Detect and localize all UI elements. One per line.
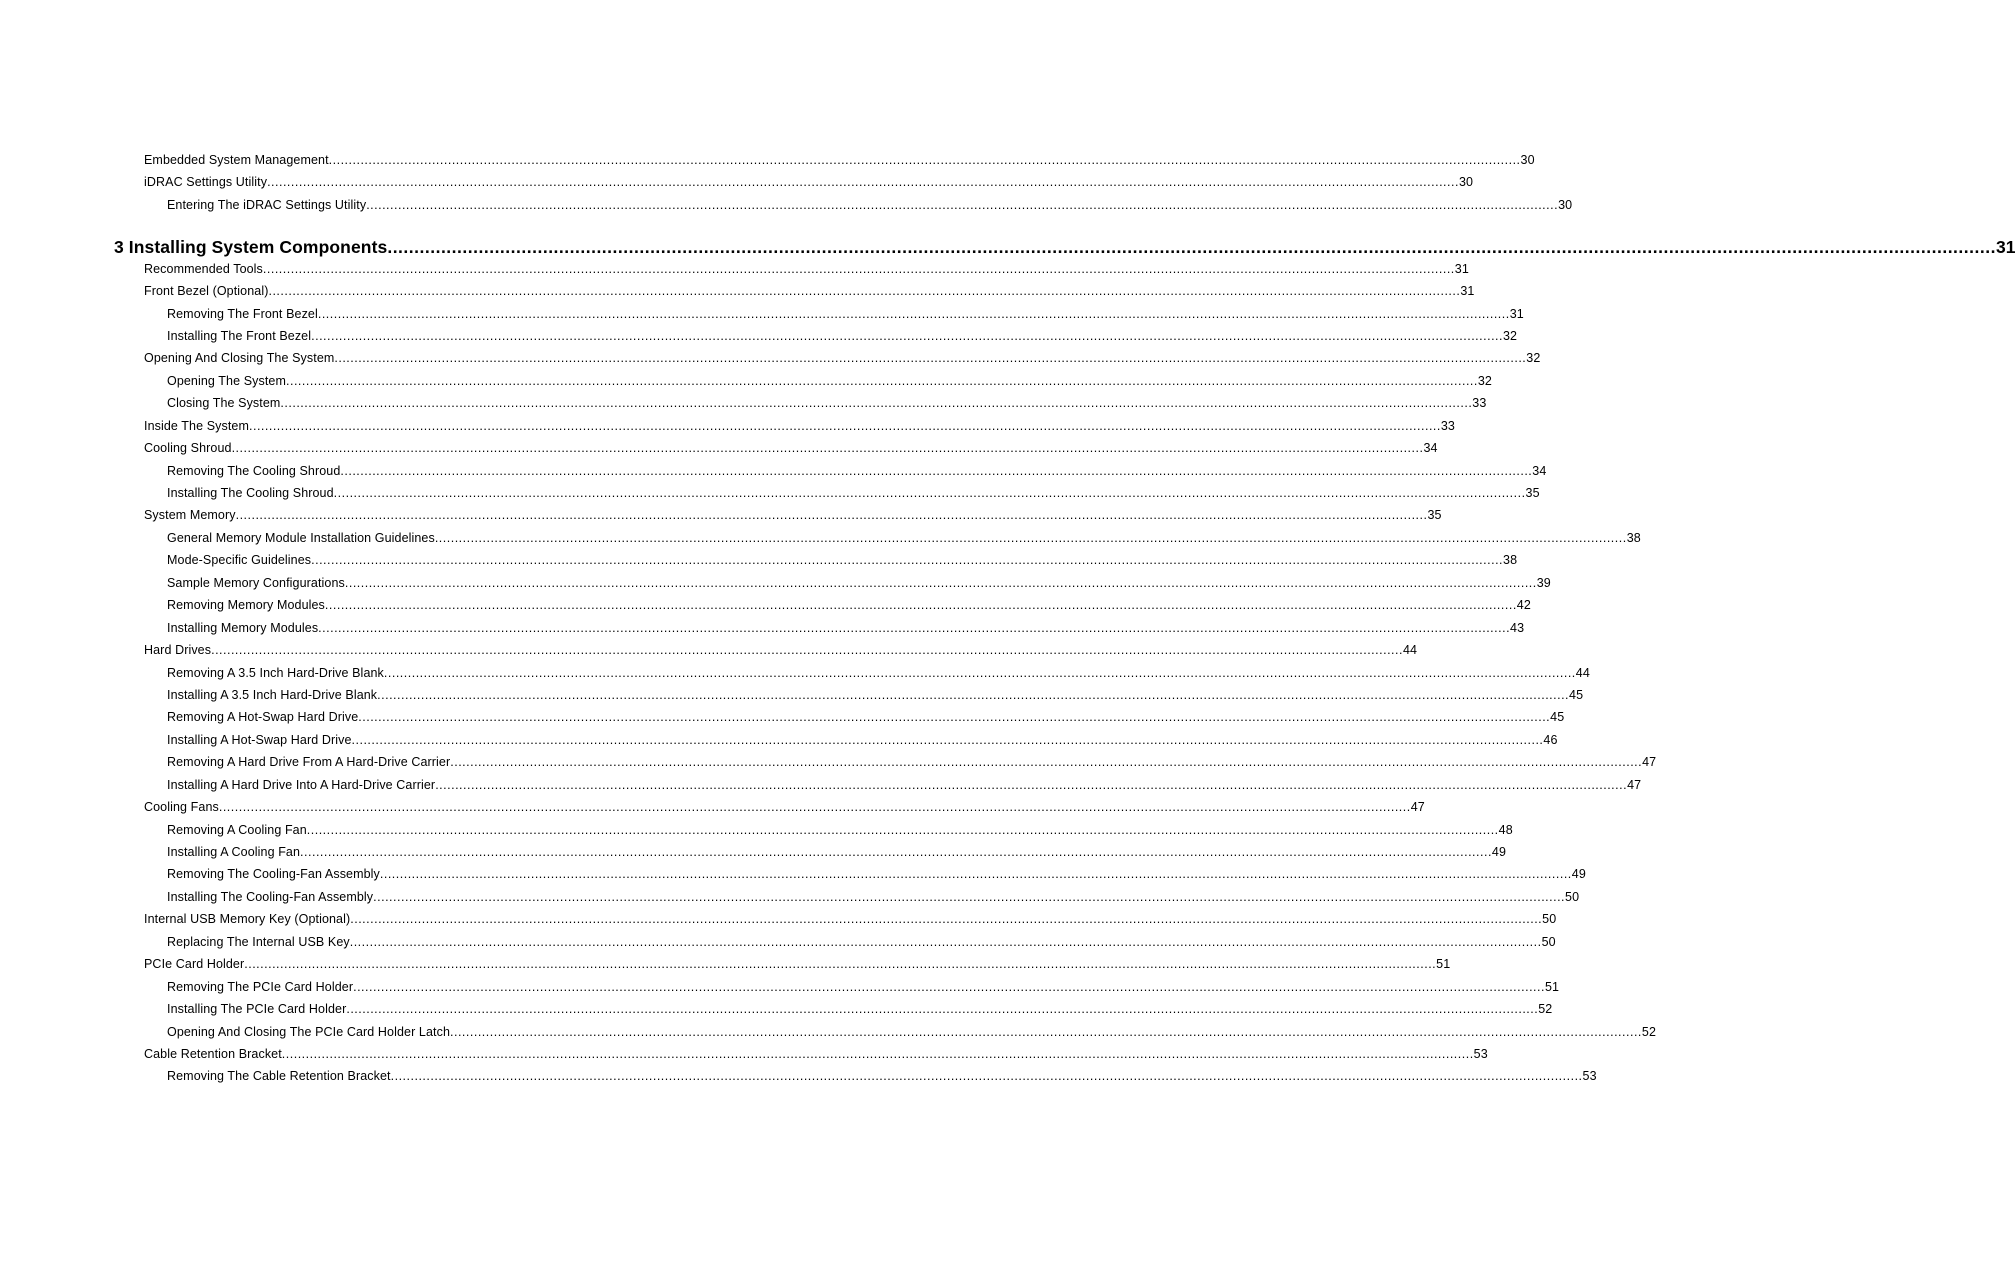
toc-entry-title: Removing A Hot-Swap Hard Drive <box>167 710 359 724</box>
toc-entry-title: Recommended Tools <box>144 262 263 276</box>
toc-entry-title: Opening And Closing The System <box>144 351 335 365</box>
toc-page-number: 51 <box>1436 957 1451 971</box>
toc-page-number: 44 <box>1402 643 1418 657</box>
dot-leader: ............................................................................................................................................................................................................................................................................................................ <box>311 329 1503 343</box>
toc-page-number: 31 <box>1509 307 1524 321</box>
dot-leader: ............................................................................................................................................................................................................................................................................................................ <box>334 351 1527 365</box>
dot-leader: ............................................................................................................................................................................................................................................................................................................ <box>450 755 1643 769</box>
toc-page-number: 45 <box>1550 710 1565 724</box>
toc-entry[interactable] <box>0 911 1557 927</box>
toc-entry-title: Closing The System <box>167 396 281 410</box>
toc-entry[interactable] <box>0 283 1475 299</box>
toc-chapter-heading[interactable] <box>0 236 2016 258</box>
toc-entry[interactable] <box>0 597 1531 613</box>
toc-entry[interactable] <box>0 306 1524 322</box>
toc-page-number: 33 <box>1440 419 1455 433</box>
dot-leader: ............................................................................................................................................................................................................................................................................................................ <box>344 576 1537 590</box>
dot-leader: ............................................................................................................................................................................................................................................................................................................ <box>244 957 1437 971</box>
toc-entry-title: Embedded System Management <box>144 153 329 167</box>
toc-page-number: 42 <box>1516 598 1531 612</box>
dot-leader: ............................................................................................................................................................................................................................................................................................................ <box>350 912 1543 926</box>
toc-entry[interactable] <box>0 979 1560 995</box>
toc-entry[interactable] <box>0 822 1513 838</box>
toc-entry-title: Removing The Cooling Shroud <box>167 464 341 478</box>
dot-leader: ............................................................................................................................................................................................................................................................................................................ <box>328 153 1521 167</box>
toc-entry-title: System Memory <box>144 508 236 522</box>
toc-entry[interactable] <box>0 732 1558 748</box>
toc-entry[interactable] <box>0 373 1492 389</box>
toc-page-number: 31 <box>1460 284 1475 298</box>
toc-entry[interactable] <box>0 530 1641 546</box>
toc-entry[interactable] <box>0 709 1565 725</box>
toc-page-number: 32 <box>1526 351 1541 365</box>
toc-entry-title: Cooling Fans <box>144 800 219 814</box>
toc-entry[interactable] <box>0 642 1418 658</box>
toc-entry-title: Installing A Hard Drive Into A Hard-Drive Carrier <box>167 778 436 792</box>
toc-entry[interactable] <box>0 777 1642 793</box>
dot-leader: ............................................................................................................................................................................................................................................................................................................ <box>346 1002 1539 1016</box>
dot-leader: ............................................................................................................................................................................................................................................................................................................ <box>218 800 1411 814</box>
dot-leader: ............................................................................................................................................................................................................................................................................................................ <box>387 237 1996 257</box>
toc-page-number: 35 <box>1427 508 1442 522</box>
toc-entry[interactable] <box>0 440 1438 456</box>
toc-entry[interactable] <box>0 575 1551 591</box>
dot-leader: ............................................................................................................................................................................................................................................................................................................ <box>286 374 1478 388</box>
toc-entry[interactable] <box>0 866 1586 882</box>
toc-entry-title: Removing A 3.5 Inch Hard-Drive Blank <box>167 666 384 680</box>
dot-leader: ............................................................................................................................................................................................................................................................................................................ <box>280 396 1473 410</box>
toc-entry-title: Installing The Front Bezel <box>167 329 312 343</box>
toc-entry[interactable] <box>0 395 1487 411</box>
toc-entry-title: Removing The Cable Retention Bracket <box>167 1069 391 1083</box>
toc-page-number: 30 <box>1520 153 1535 167</box>
toc-entry[interactable] <box>0 1068 1597 1084</box>
dot-leader: ............................................................................................................................................................................................................................................................................................................ <box>373 890 1566 904</box>
toc-page-number: 31 <box>1454 262 1469 276</box>
toc-entry[interactable] <box>0 1001 1553 1017</box>
toc-page-number: 49 <box>1491 845 1507 859</box>
toc-page-number: 38 <box>1503 553 1518 567</box>
dot-leader: ............................................................................................................................................................................................................................................................................................................ <box>268 284 1461 298</box>
toc-entry[interactable] <box>0 418 1455 434</box>
toc-entry-title: Removing The Front Bezel <box>167 307 318 321</box>
dot-leader: ............................................................................................................................................................................................................................................................................................................ <box>311 553 1504 567</box>
dot-leader: ............................................................................................................................................................................................................................................................................................................ <box>235 508 1428 522</box>
toc-page-number: 49 <box>1571 867 1586 881</box>
dot-leader: ............................................................................................................................................................................................................................................................................................................ <box>358 710 1551 724</box>
dot-leader: ............................................................................................................................................................................................................................................................................................................ <box>306 823 1499 837</box>
dot-leader: ............................................................................................................................................................................................................................................................................................................ <box>262 262 1455 276</box>
toc-entry-title: Internal USB Memory Key (Optional) <box>144 912 351 926</box>
toc-page-number: 48 <box>1498 823 1513 837</box>
toc-page-number: 34 <box>1532 464 1547 478</box>
toc-entry-title: Removing A Cooling Fan <box>167 823 307 837</box>
toc-entry-title: Opening And Closing The PCIe Card Holder Latch <box>167 1025 451 1039</box>
toc-entry-title: Removing A Hard Drive From A Hard-Drive Carrier <box>167 755 451 769</box>
dot-leader: ............................................................................................................................................................................................................................................................................................................ <box>324 598 1517 612</box>
toc-entry-title: Installing The PCIe Card Holder <box>167 1002 347 1016</box>
toc-entry-title: Cooling Shroud <box>144 441 232 455</box>
toc-page-number: 35 <box>1525 486 1540 500</box>
toc-page-number: 47 <box>1627 778 1642 792</box>
toc-entry-title: Removing The PCIe Card Holder <box>167 980 354 994</box>
toc-page-number: 50 <box>1542 912 1557 926</box>
toc-entry-title: Installing A 3.5 Inch Hard-Drive Blank <box>167 688 378 702</box>
toc-entry-title: Mode-Specific Guidelines <box>167 553 312 567</box>
dot-leader: ............................................................................................................................................................................................................................................................................................................ <box>333 486 1526 500</box>
toc-entry-title: Installing Memory Modules <box>167 621 319 635</box>
dot-leader: ............................................................................................................................................................................................................................................................................................................ <box>317 307 1510 321</box>
toc-entry-title: Installing The Cooling-Fan Assembly <box>167 890 374 904</box>
toc-entry[interactable] <box>0 956 1451 972</box>
toc-entry-title: Installing The Cooling Shroud <box>167 486 334 500</box>
toc-entry[interactable] <box>0 620 1525 636</box>
toc-page-number: 52 <box>1538 1002 1553 1016</box>
toc-page-number: 30 <box>1558 198 1573 212</box>
toc-page-number: 30 <box>1458 175 1474 189</box>
toc-page-number: 32 <box>1477 374 1492 388</box>
dot-leader: ............................................................................................................................................................................................................................................................................................................ <box>450 1025 1642 1039</box>
toc-entry-title: Sample Memory Configurations <box>167 576 345 590</box>
toc-entry[interactable] <box>0 152 1535 168</box>
toc-page-number: 50 <box>1565 890 1580 904</box>
toc-entry-title: Removing Memory Modules <box>167 598 325 612</box>
dot-leader: ............................................................................................................................................................................................................................................................................................................ <box>349 935 1542 949</box>
dot-leader: ............................................................................................................................................................................................................................................................................................................ <box>434 531 1627 545</box>
toc-entry[interactable] <box>0 174 1474 190</box>
toc-entry[interactable] <box>0 934 1556 950</box>
dot-leader: ............................................................................................................................................................................................................................................................................................................ <box>435 778 1628 792</box>
toc-page-number: 52 <box>1641 1025 1656 1039</box>
toc-entry[interactable] <box>0 328 1518 344</box>
toc-entry[interactable] <box>0 1046 1488 1062</box>
toc-entry[interactable] <box>0 687 1584 703</box>
toc-page-number: 50 <box>1541 935 1556 949</box>
toc-page-number: 31 <box>1995 237 2016 257</box>
dot-leader: ............................................................................................................................................................................................................................................................................................................ <box>353 980 1545 994</box>
toc-entry[interactable] <box>0 463 1547 479</box>
dot-leader: ............................................................................................................................................................................................................................................................................................................ <box>383 666 1576 680</box>
dot-leader: ............................................................................................................................................................................................................................................................................................................ <box>366 198 1559 212</box>
toc-page-number: 33 <box>1472 396 1487 410</box>
toc-entry[interactable] <box>0 552 1518 568</box>
toc-entry[interactable] <box>0 197 1573 213</box>
toc-entry-title: Entering The iDRAC Settings Utility <box>167 198 367 212</box>
toc-entry-title: Removing The Cooling-Fan Assembly <box>167 867 380 881</box>
toc-entry-title: Installing A Hot-Swap Hard Drive <box>167 733 352 747</box>
toc-page-number: 39 <box>1536 576 1551 590</box>
dot-leader: ............................................................................................................................................................................................................................................................................................................ <box>390 1069 1583 1083</box>
toc-entry-title: Front Bezel (Optional) <box>144 284 269 298</box>
toc-entry-title: iDRAC Settings Utility <box>144 175 268 189</box>
dot-leader: ............................................................................................................................................................................................................................................................................................................ <box>351 733 1544 747</box>
toc-page-number: 47 <box>1410 800 1425 814</box>
toc-entry[interactable] <box>0 665 1590 681</box>
toc-page-number: 44 <box>1575 666 1590 680</box>
dot-leader: ............................................................................................................................................................................................................................................................................................................ <box>300 845 1492 859</box>
toc-page-number: 38 <box>1626 531 1641 545</box>
toc-entry[interactable] <box>0 889 1580 905</box>
toc-entry[interactable] <box>0 1024 1656 1040</box>
dot-leader: ............................................................................................................................................................................................................................................................................................................ <box>231 441 1424 455</box>
toc-entry[interactable] <box>0 350 1541 366</box>
toc-entry-title: General Memory Module Installation Guidelines <box>167 531 435 545</box>
toc-entry[interactable] <box>0 844 1507 860</box>
dot-leader: ............................................................................................................................................................................................................................................................................................................ <box>249 419 1441 433</box>
toc-entry-title: 3 Installing System Components <box>114 237 388 257</box>
dot-leader: ............................................................................................................................................................................................................................................................................................................ <box>340 464 1533 478</box>
dot-leader: ............................................................................................................................................................................................................................................................................................................ <box>281 1047 1474 1061</box>
toc-entry[interactable] <box>0 261 1469 277</box>
toc-entry[interactable] <box>0 754 1657 770</box>
dot-leader: ............................................................................................................................................................................................................................................................................................................ <box>379 867 1572 881</box>
toc-entry-title: Installing A Cooling Fan <box>167 845 301 859</box>
toc-entry-title: PCIe Card Holder <box>144 957 245 971</box>
dot-leader: ............................................................................................................................................................................................................................................................................................................ <box>377 688 1570 702</box>
toc-page-number: 53 <box>1473 1047 1488 1061</box>
toc-entry[interactable] <box>0 507 1442 523</box>
toc-page-number: 43 <box>1510 621 1525 635</box>
dot-leader: ............................................................................................................................................................................................................................................................................................................ <box>211 643 1403 657</box>
dot-leader: ............................................................................................................................................................................................................................................................................................................ <box>267 175 1459 189</box>
toc-page-number: 53 <box>1582 1069 1597 1083</box>
toc-entry-title: Replacing The Internal USB Key <box>167 935 350 949</box>
toc-page-number: 45 <box>1569 688 1584 702</box>
dot-leader: ............................................................................................................................................................................................................................................................................................................ <box>318 621 1511 635</box>
toc-page-number: 47 <box>1642 755 1657 769</box>
toc-entry[interactable] <box>0 799 1425 815</box>
toc-entry-title: Opening The System <box>167 374 286 388</box>
toc-page-number: 51 <box>1544 980 1560 994</box>
toc-page-number: 34 <box>1423 441 1438 455</box>
toc-page-number: 32 <box>1503 329 1518 343</box>
toc-page-number: 46 <box>1543 733 1558 747</box>
toc-entry-title: Inside The System <box>144 419 249 433</box>
toc-entry-title: Hard Drives <box>144 643 212 657</box>
toc-entry-title: Cable Retention Bracket <box>144 1047 282 1061</box>
toc-entry[interactable] <box>0 485 1540 501</box>
